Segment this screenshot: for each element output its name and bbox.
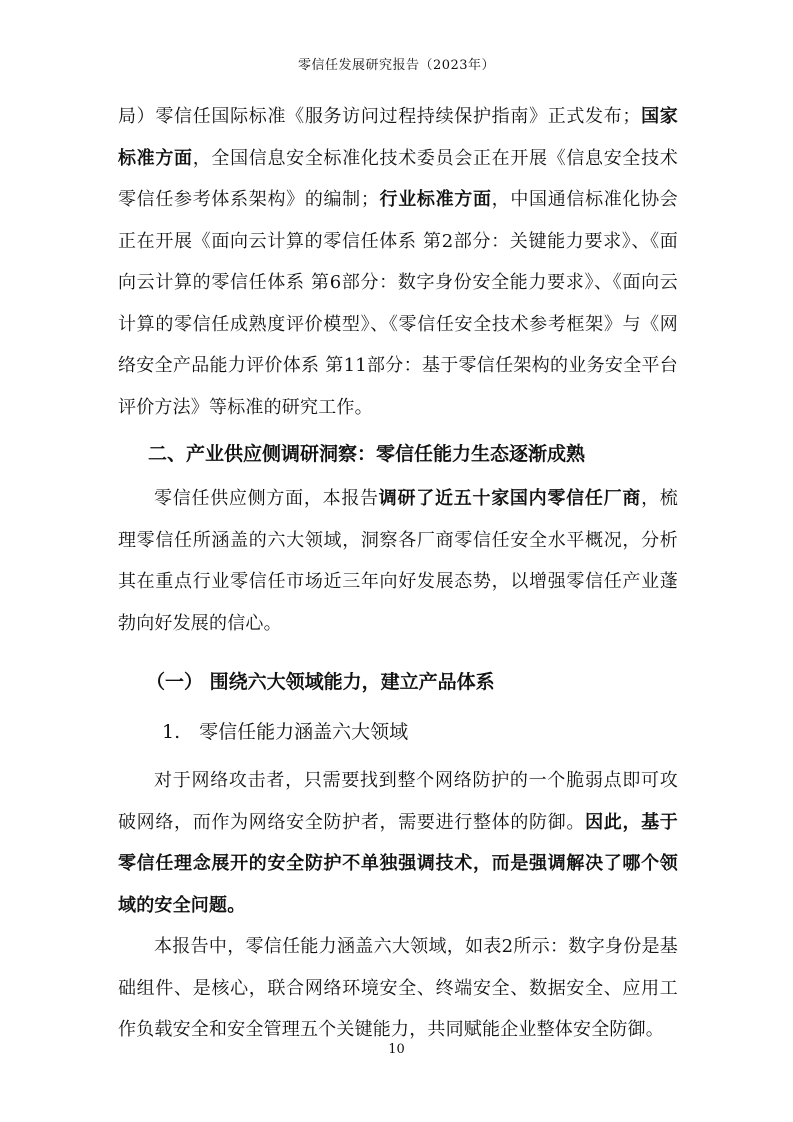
page-header: 零信任发展研究报告（2023年）	[297, 58, 496, 73]
paragraph-attack-defense	[118, 760, 678, 926]
item-heading-1: 1. 零信任能力涵盖六大领域	[162, 721, 409, 743]
standards-text: 局）零信任国际标准《服务访问过程持续保护指南》正式发布；	[118, 106, 641, 127]
section-heading-2: 二、产业供应侧调研洞察：零信任能力生态逐渐成熟	[148, 443, 586, 465]
paragraph-standards	[118, 96, 678, 428]
national-standards-text: ，全国信息安全标准化技术委员会正在开展《信息安全技术零信任参考体系架构》的编制；	[118, 147, 678, 210]
supply-side-text-a: 零信任供应侧方面，本报告	[154, 488, 379, 509]
subsection-heading-1: （一） 围绕六大领域能力，建立产品体系	[146, 671, 495, 693]
supply-side-bold: 调研了近五十家国内零信任厂商	[378, 488, 642, 509]
paragraph-supply-side	[118, 478, 678, 644]
national-standards-label: 国家标准方面	[118, 106, 678, 169]
paragraph-six-domains: 本报告中，零信任能力涵盖六大领域，如表2所示：数字身份是基础组件、是核心，联合网络环境安全、终端安全、数据安全、应用工作负载安全和安全管理五个关键能力，共同赋能企业整体安全防御。	[118, 936, 678, 1040]
attack-defense-bold: 因此，基于零信任理念展开的安全防护不单独强调技术，而是强调解决了哪个领域的安全问题。	[118, 811, 679, 916]
page-number: 10	[388, 1042, 405, 1057]
attack-defense-text: 对于网络攻击者，只需要找到整个网络防护的一个脆弱点即可攻破网络，而作为网络安全防护者，需要进行整体的防御。	[118, 770, 678, 833]
supply-side-text-b: ，梳理零信任所涵盖的六大领域，洞察各厂商零信任安全水平概况，分析其在重点行业零信任市场近三年向好发展态势，以增强零信任产业蓬勃向好发展的信心。	[118, 488, 678, 634]
industry-standards-label: 行业标准方面	[379, 189, 492, 210]
document-body	[118, 96, 678, 1051]
industry-standards-text: ，中国通信标准化协会正在开展《面向云计算的零信任体系 第2部分：关键能力要求》、《面向云计算的零信任体系 第6部分：数字身份安全能力要求》、《面向云计算的零信任成熟度评价模型》、《零信任安全技术参考框架》与《网络安全产品能力评价体系 第11部分：基于零信任架构的业务安全平台评价方法》等标准的研究工作。	[118, 189, 678, 418]
